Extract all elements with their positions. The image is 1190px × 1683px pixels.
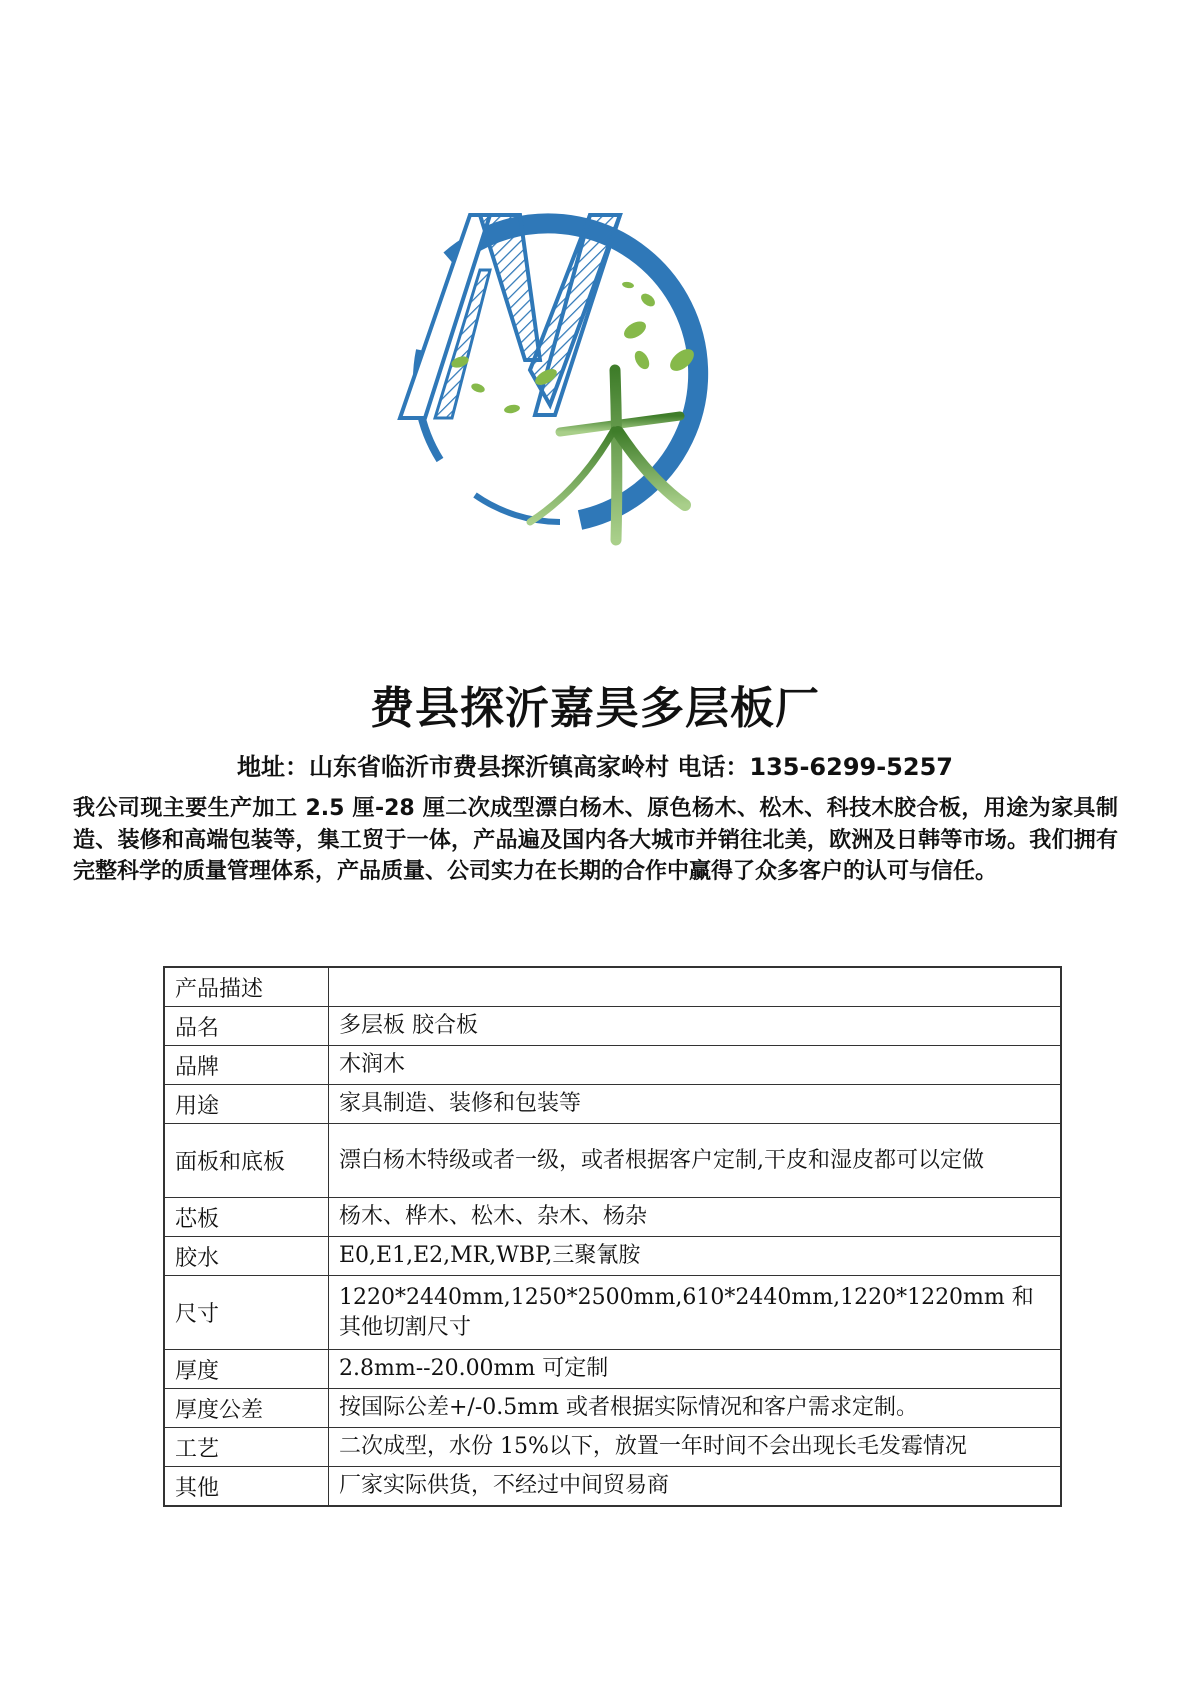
row-value: 漂白杨木特级或者一级，或者根据客户定制,干皮和湿皮都可以定做	[329, 1124, 1062, 1198]
intro-paragraph: 我公司现主要生产加工 2.5 厘-28 厘二次成型漂白杨木、原色杨木、松木、科技木胶合板，用途为家具制造、装修和高端包装等，集工贸于一体，产品遍及国内各大城市并销往北美，欧洲及日韩等市场。我们拥有完整科学的质量管理体系，产品质量、公司实力在长期的合作中赢得了众多客户的认可与信任。	[73, 796, 1118, 884]
row-value: 木润木	[329, 1046, 1062, 1085]
row-key: 工艺	[164, 1428, 329, 1467]
row-value	[329, 967, 1062, 1007]
row-value: 按国际公差+/-0.5mm 或者根据实际情况和客户需求定制。	[329, 1389, 1062, 1428]
row-key: 其他	[164, 1467, 329, 1507]
row-key: 产品描述	[164, 967, 329, 1007]
table-row	[164, 1085, 1061, 1124]
table-row	[164, 1198, 1061, 1237]
table-row	[164, 1350, 1061, 1389]
table-row	[164, 1389, 1061, 1428]
row-key: 芯板	[164, 1198, 329, 1237]
row-value: 二次成型，水份 15%以下，放置一年时间不会出现长毛发霉情况	[329, 1428, 1062, 1467]
table-row	[164, 1276, 1061, 1350]
row-value: E0,E1,E2,MR,WBP,三聚氰胺	[329, 1237, 1062, 1276]
table-row	[164, 1467, 1061, 1507]
row-value: 1220*2440mm,1250*2500mm,610*2440mm,1220*1220mm 和其他切割尺寸	[329, 1276, 1062, 1350]
row-value: 多层板 胶合板	[329, 1007, 1062, 1046]
product-spec-table	[163, 966, 1062, 1507]
row-value: 家具制造、装修和包装等	[329, 1085, 1062, 1124]
row-key: 厚度	[164, 1350, 329, 1389]
table-row	[164, 1046, 1061, 1085]
address-line: 地址：山东省临沂市费县探沂镇高家岭村 电话：135-6299-5257	[237, 753, 953, 781]
table-row	[164, 1428, 1061, 1467]
table-row	[164, 1237, 1061, 1276]
row-key: 品牌	[164, 1046, 329, 1085]
table-row	[164, 967, 1061, 1007]
row-key: 厚度公差	[164, 1389, 329, 1428]
company-logo	[380, 200, 760, 600]
row-key: 品名	[164, 1007, 329, 1046]
row-value: 杨木、桦木、松木、杂木、杨杂	[329, 1198, 1062, 1237]
row-value: 厂家实际供货，不经过中间贸易商	[329, 1467, 1062, 1507]
row-key: 用途	[164, 1085, 329, 1124]
logo-graphic	[380, 200, 760, 600]
logo-m-letter	[400, 215, 620, 418]
row-key: 面板和底板	[164, 1124, 329, 1198]
row-key: 尺寸	[164, 1276, 329, 1350]
row-value: 2.8mm--20.00mm 可定制	[329, 1350, 1062, 1389]
page-title: 费县探沂嘉昊多层板厂	[370, 683, 820, 734]
row-key: 胶水	[164, 1237, 329, 1276]
table-row	[164, 1124, 1061, 1198]
table-row	[164, 1007, 1061, 1046]
